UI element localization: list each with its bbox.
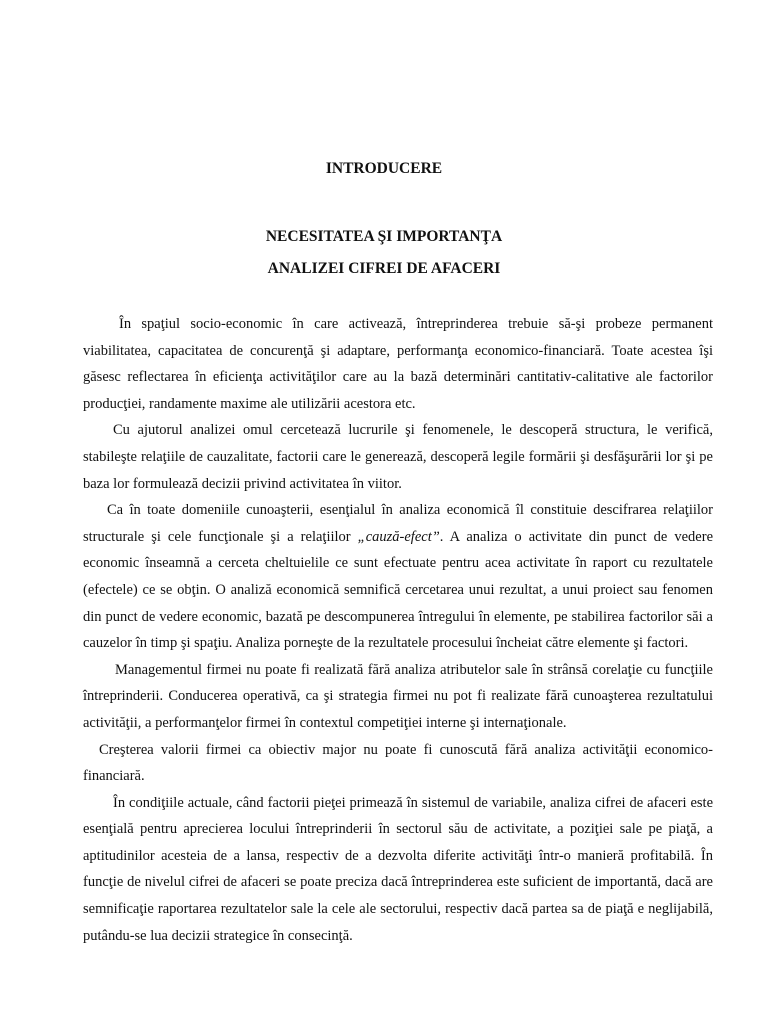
- document-body: [83, 311, 713, 949]
- paragraph-3-text-after: . A analiza o activitate din punct de vedere economic înseamnă a cerceta cheltuielile ce sunt efectuate pentru acea activitate în raport cu rezultatele (efectele) ce se obţin. O analiză economică semnifică cercetarea unui rezultat, a unui proiect sau fenomen din punct de vedere economic, bazată pe descompunerea întregului în elemente, pe stabilirea factorilor săi a cauzelor în timp şi spaţiu. Analiza porneşte de la rezultatele procesului încheiat către elemente şi factori.: [83, 528, 714, 652]
- paragraph-6: În condiţiile actuale, când factorii pieţei primează în sistemul de variabile, analiza cifrei de afaceri este esenţială pentru aprecierea locului întreprinderii în sectorul său de activitate, a poziţiei sale pe piaţă, a aptitudinilor acesteia de a lansa, respectiv de a dezvolta diferite activităţi într-o manieră profitabilă. În funcţie de nivelul cifrei de afaceri se poate preciza dacă întreprinderea este suficient de importantă, dacă are semnificaţie raportarea rezultatelor sale la cele ale sectorului, respectiv dacă partea sa de piaţă e neglijabilă, putându-se lua decizii strategice în consecinţă.: [83, 794, 713, 944]
- document-heading: INTRODUCERE: [325, 160, 443, 177]
- paragraph-3-text-before: Ca în toate domeniile cunoaşterii, esenţialul în analiza economică îl constituie descifrarea relaţiilor structurale şi cele funcţionale şi a relaţiilor: [83, 502, 713, 545]
- chapter-title-line-1: NECESITATEA ŞI IMPORTANŢA: [265, 228, 503, 245]
- paragraph-1: În spaţiul socio-economic în care activează, întreprinderea trebuie să-şi probeze permanent viabilitatea, capacitatea de concurenţă şi adaptare, performanţa economico-financiară. Toate acestea îşi găsesc reflectarea în eficienţa activităţilor care au la bază determinări cantitativ-calitative ale factorilor producţiei, randamente maxime ale utilizării acestora etc.: [83, 316, 713, 412]
- paragraph-2: Cu ajutorul analizei omul cercetează lucrurile şi fenomenele, le descoperă structura, le verifică, stabileşte relaţiile de cauzalitate, factorii care le generează, descoperă legile formării şi desfăşurării lor şi pe baza lor formulează decizii privind activitatea în viitor.: [83, 422, 713, 492]
- chapter-title-line-2: ANALIZEI CIFREI DE AFACERI: [267, 260, 501, 277]
- paragraph-3: [83, 497, 713, 657]
- paragraph-5: Creşterea valorii firmei ca obiectiv major nu poate fi cunoscută fără analiza activităţii economico-financiară.: [83, 741, 713, 785]
- paragraph-4: Managementul firmei nu poate fi realizată fără analiza atributelor sale în strânsă corelaţie cu funcţiile întreprinderii. Conducerea operativă, ca şi strategia firmei nu pot fi realizate fără cunoaşterea rezultatului activităţii, a performanţelor firmei în contextul competiţiei interne şi internaţionale.: [83, 661, 713, 731]
- paragraph-3-quote: „cauză-efect”: [357, 528, 440, 545]
